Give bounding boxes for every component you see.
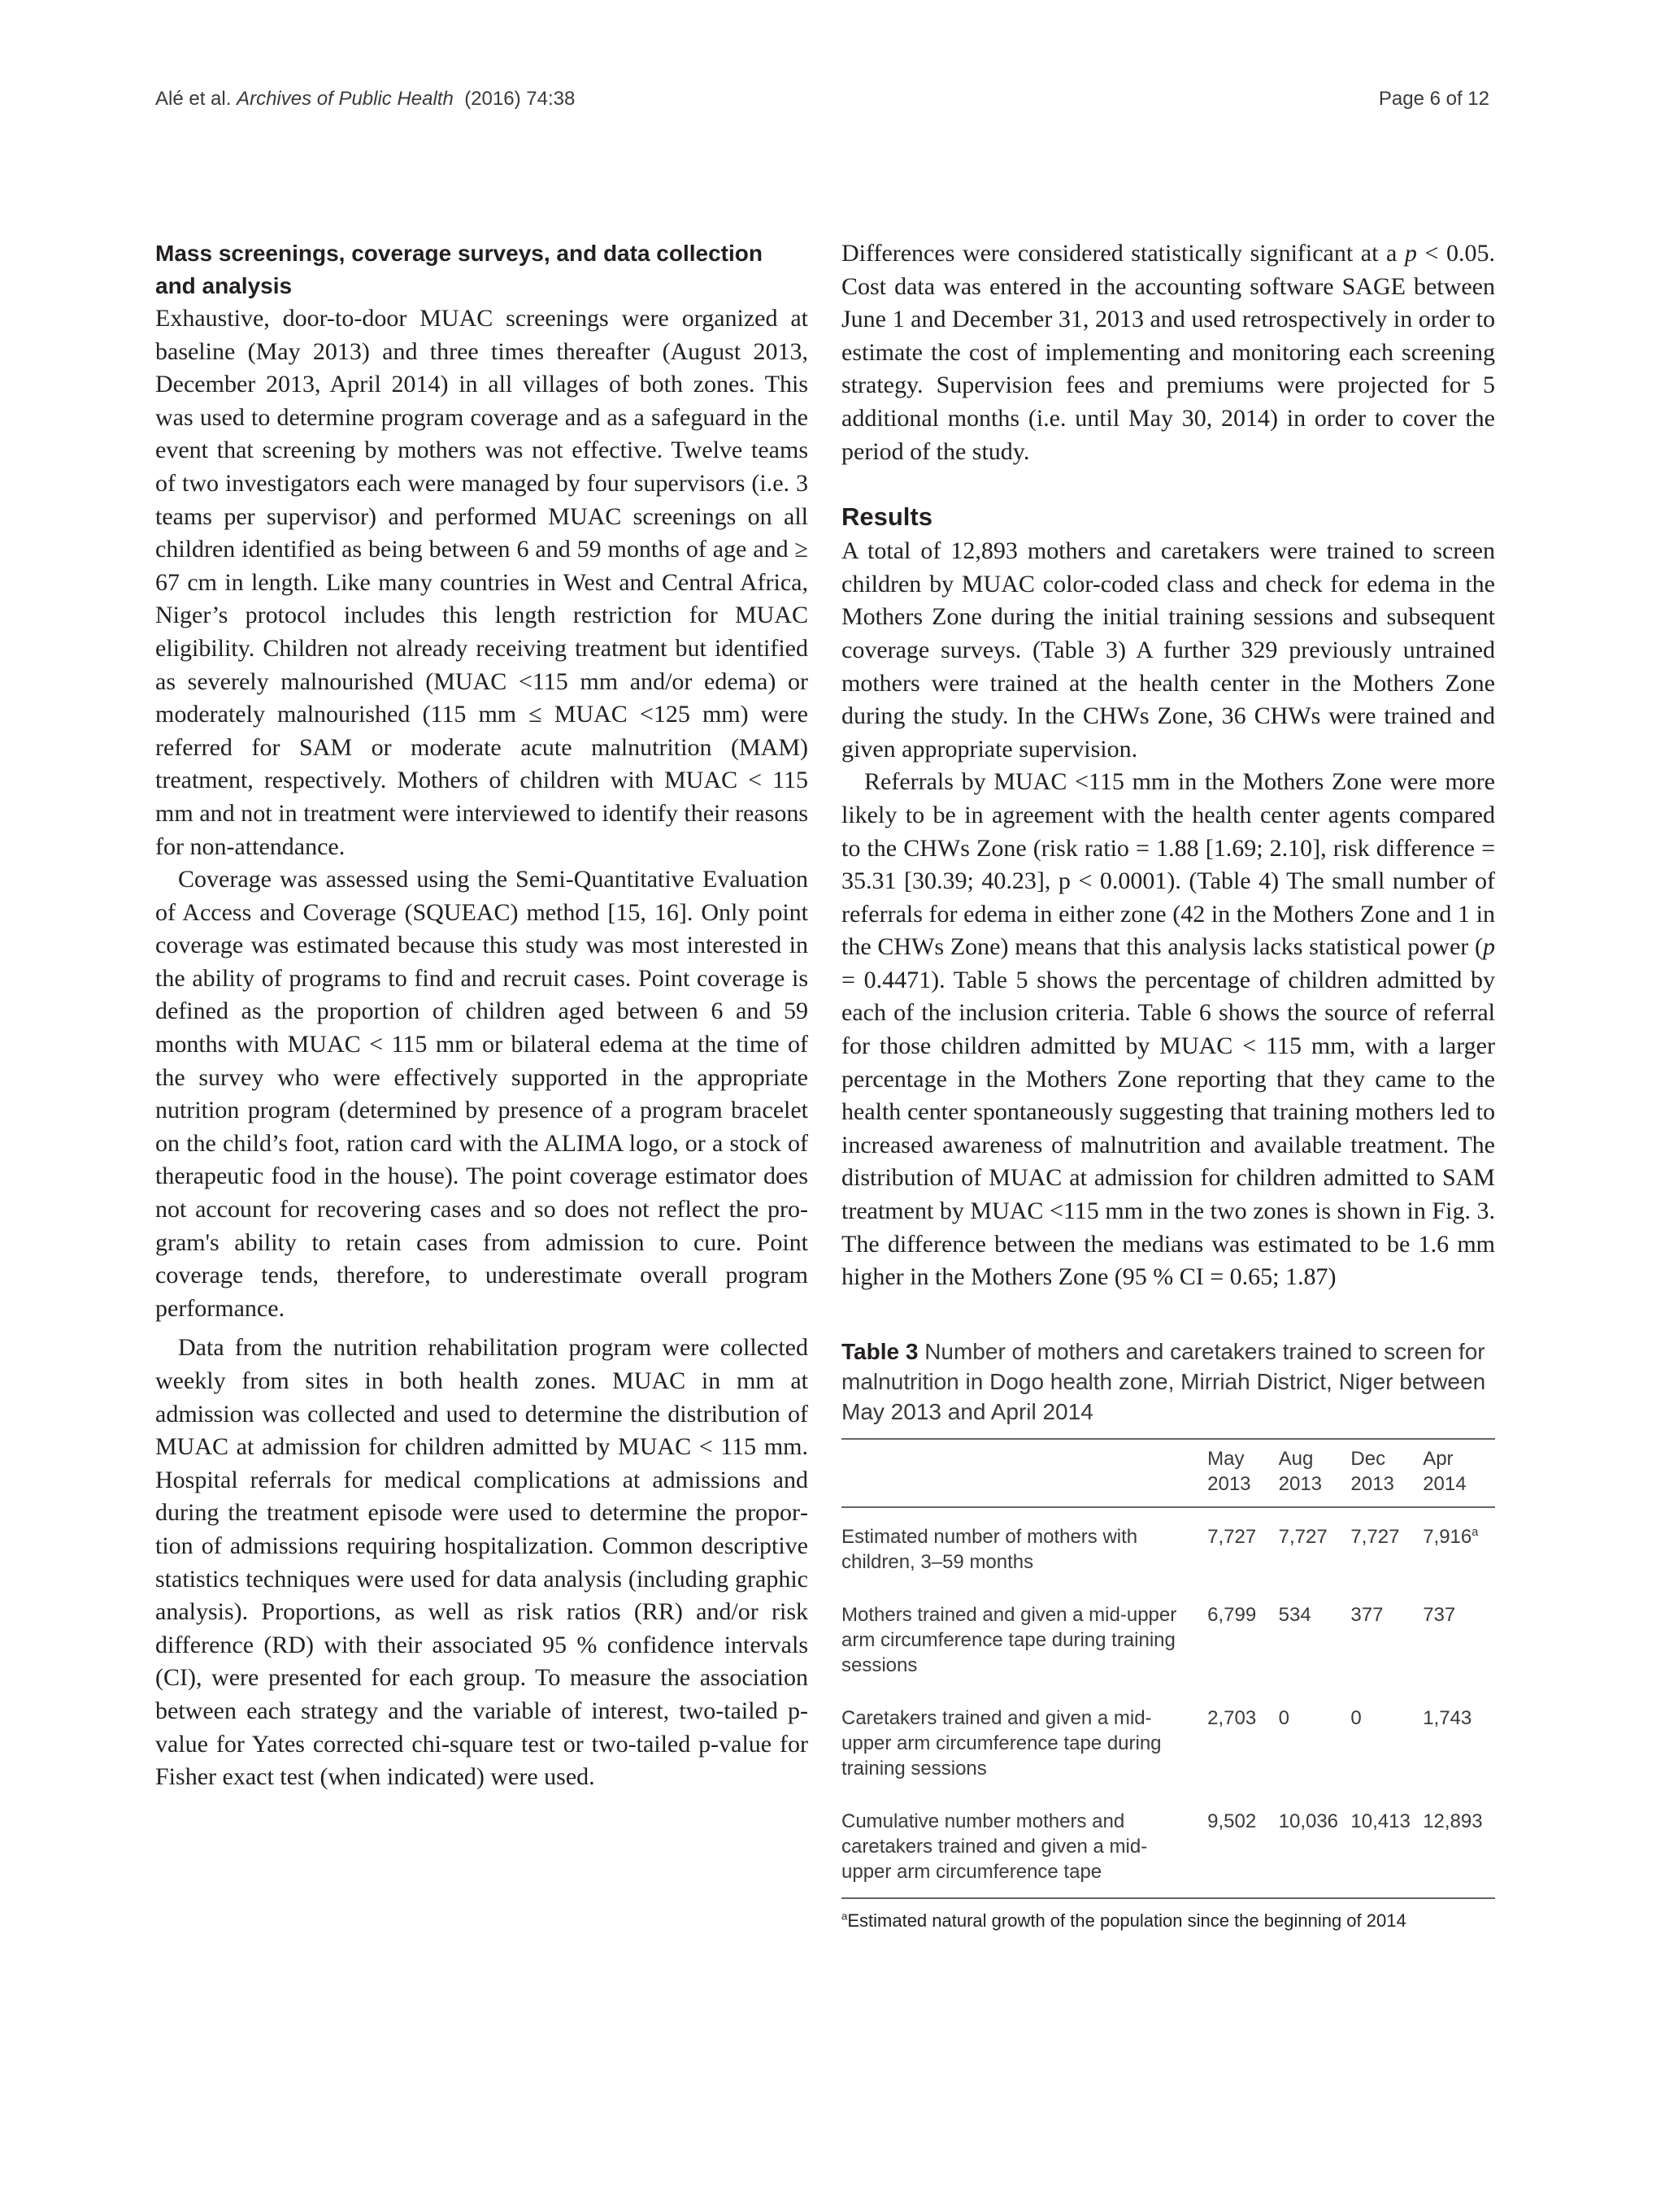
- authors: Alé et al.: [155, 88, 232, 110]
- column-header-may-2013: [1207, 1439, 1278, 1507]
- cell-value: 7,916: [1423, 1525, 1472, 1548]
- text-run: Referrals by MUAC <115 mm in the Mothers Zone were more likely to be in agreement with the health center agents compared to the CHWs Zone (risk ratio = 1.88 [1.69; 2.10], risk difference = 35.31 [30.39; 40.23], p < 0.0001). (Table 4) The small number of referrals for edema in either zone (42 in the Mothers Zone and 1 in the CHWs Zone) means that this analysis lacks statistical power (: [841, 768, 1495, 961]
- table-cell: 6,799: [1207, 1603, 1257, 1626]
- table-cell: 1,743: [1423, 1706, 1472, 1729]
- row-label: Estimated number of mothers with children, 3–59 months: [841, 1525, 1138, 1573]
- column-year: 2013: [1207, 1472, 1251, 1495]
- table-caption: [841, 1336, 1495, 1427]
- table-cell: 7,727: [1350, 1525, 1400, 1548]
- table-row: [841, 1689, 1495, 1793]
- running-header: [155, 88, 1489, 111]
- article-citation: [155, 88, 575, 111]
- paragraph-screenings: Exhaustive, door-to-door MUAC screenings were organized at baseline (May 2013) and three times thereafter (August 2013, December 2013, April 2014) in all villages of both zones. This was used to determine program coverage and as a safeguard in the event that screening by mothers was not effective. Twelve teams of two investigators each were managed by four supervisors (i.e. 3 teams per supervisor) and performed MUAC screenings on all children identified as being between 6 and 59 months of age and ≥ 67 cm in length. Like many countries in West and Central Africa, Niger’s protocol includes this length restriction for MUAC eligibility. Children not already receiving treatment but identified as severely malnourished (MUAC <115 mm and/or edema) or moderately malnourished (115 mm ≤ MUAC <125 mm) were referred for SAM or moderate acute malnutrition (MAM) treatment, respectively. Mothers of children with MUAC < 115 mm and not in treatment were interviewed to identify their reasons for non-attendance.: [155, 305, 808, 860]
- table-row: [841, 1507, 1495, 1586]
- column-year: 2014: [1423, 1472, 1467, 1495]
- table-cell: 0: [1350, 1706, 1362, 1729]
- text-run: Differences were considered statistically significant at a: [841, 240, 1405, 267]
- paragraph-results-referrals: [841, 766, 1495, 1294]
- table-cell: 0: [1278, 1706, 1289, 1729]
- volume-citation: (2016) 74:38: [464, 88, 576, 110]
- text-run: = 0.4471). Table 5 shows the percentage of children admitted by each of the inclusion criteria. Table 6 shows the source of referral for those children admitted by MUAC < 115 mm, with a larger percentage in the Mothers Zone reporting that they came to the health center spontaneously suggesting that training mothers led to increased awareness of malnutrition and available treatment. The distribution of MUAC at admission for children admitted to SAM treatment by MUAC <115 mm in the two zones is shown in Fig. 3. The difference between the medians was estimated to be 1.6 mm higher in the Mothers Zone (95 % CI = 0.65; 1.87): [841, 966, 1495, 1291]
- table-cell: [1423, 1507, 1495, 1586]
- table-3-grid: [841, 1438, 1495, 1899]
- journal-name: Archives of Public Health: [237, 88, 454, 110]
- table-label: Table 3: [841, 1338, 919, 1364]
- table-row: [841, 1586, 1495, 1689]
- italic-p: p: [1483, 933, 1495, 961]
- italic-p: p: [1404, 240, 1417, 267]
- table-header-row: [841, 1439, 1495, 1507]
- column-header-aug-2013: [1279, 1439, 1351, 1507]
- table-row: [841, 1793, 1495, 1898]
- paragraph-results-training: A total of 12,893 mothers and caretakers were trained to screen children by MUAC color-coded class and check for edema in the Mothers Zone during the initial training sessions and subsequent coverage surveys. (Table 3) A further 329 previously untrained mothers were trained at the health center in the Mothers Zone during the study. In the CHWs Zone, 36 CHWs were trained and given appropriate supervision.: [841, 537, 1495, 763]
- row-label: Mothers trained and given a mid-upper arm circumference tape during training sessions: [841, 1603, 1177, 1676]
- table-cell: 9,502: [1207, 1793, 1278, 1898]
- text-run: < 0.05. Cost data was entered in the accounting software SAGE between June 1 and December 31, 2013 and used retrospectively in order to estimate the cost of implementing and monitoring each screening strategy. Supervision fees and premiums were projected for 5 additional months (i.e. until May 30, 2014) in order to cover the period of the study.: [841, 240, 1496, 465]
- section-heading-mass-screenings: Mass screenings, coverage surveys, and data collection and analysis: [155, 241, 763, 298]
- table-cell: 7,727: [1278, 1525, 1328, 1548]
- left-column: [155, 237, 808, 1794]
- section-heading-results: Results: [841, 502, 932, 532]
- footnote-marker: a: [841, 1910, 848, 1923]
- column-header-dec-2013: [1350, 1439, 1423, 1507]
- column-month: Apr: [1423, 1447, 1454, 1470]
- table-cell: 534: [1278, 1603, 1311, 1626]
- table-3: [841, 1336, 1495, 1933]
- table-cell: 377: [1350, 1603, 1384, 1626]
- column-month: Aug: [1278, 1447, 1314, 1470]
- right-column: [841, 237, 1495, 1933]
- table-caption-text: Number of mothers and caretakers trained to screen for malnutrition in Dogo health zone, Mirriah District, Niger between May 2013 and April 2014: [841, 1338, 1486, 1424]
- column-year: 2013: [1350, 1472, 1394, 1495]
- table-cell: 737: [1423, 1603, 1456, 1626]
- table-cell: 7,727: [1207, 1525, 1257, 1548]
- paragraph-significance: [841, 237, 1495, 468]
- table-cell: 10,036: [1279, 1793, 1351, 1898]
- table-cell: 10,413: [1350, 1793, 1423, 1898]
- footnote-marker: a: [1472, 1525, 1479, 1539]
- table-footnote: [841, 1909, 1495, 1933]
- column-month: May: [1207, 1447, 1245, 1470]
- column-year: 2013: [1278, 1472, 1323, 1495]
- row-label: Caretakers trained and given a mid-upper arm circumference tape during training sessions: [841, 1706, 1162, 1780]
- paragraph-coverage: Coverage was assessed using the Semi-Quantitative Evaluation of Access and Coverage (SQUEAC) method [15, 16]. Only point coverage was estimated because this study was most interested in the ability of programs to find and recruit cases. Point coverage is defined as the proportion of children aged between 6 and 59 months with MUAC < 115 mm or bilateral edema at the time of the survey who were effectively supported in the appropriate nutrition program (determined by presence of a program bracelet on the child’s foot, ration card with the ALIMA logo, or a stock of therapeutic food in the house). The point coverage estimator does not account for recovering cases and so does not reflect the program's ability to retain cases from admission to cure. Point coverage tends, therefore, to underestimate overall program performance.: [155, 866, 808, 1322]
- table-cell: 12,893: [1423, 1793, 1495, 1898]
- paragraph-data-collection: Data from the nutrition rehabilitation program were collected weekly from sites in both health zones. MUAC in mm at admission was collected and used to determine the distribution of MUAC at admission for children admitted by MUAC < 115 mm. Hospital referrals for medical complications at admissions and during the treatment episode were used to determine the proportion of admissions requiring hospitalization. Common descriptive statistics techniques were used for data analysis (including graphic analysis). Proportions, as well as risk ratios (RR) and/or risk difference (RD) with their associated 95 % confidence intervals (CI), were presented for each group. To measure the association between each strategy and the variable of interest, two-tailed p-value for Yates corrected chi-square test or two-tailed p-value for Fisher exact test (when indicated) were used.: [155, 1334, 808, 1791]
- column-month: Dec: [1350, 1447, 1386, 1470]
- table-cell: 2,703: [1207, 1706, 1257, 1729]
- footnote-text: Estimated natural growth of the population since the beginning of 2014: [847, 1910, 1406, 1931]
- page-number: Page 6 of 12: [1378, 88, 1489, 110]
- row-label: Cumulative number mothers and caretakers trained and given a mid-upper arm circumference tape: [841, 1793, 1207, 1898]
- column-header-apr-2014: [1423, 1439, 1495, 1507]
- table-header-blank: [841, 1439, 1207, 1507]
